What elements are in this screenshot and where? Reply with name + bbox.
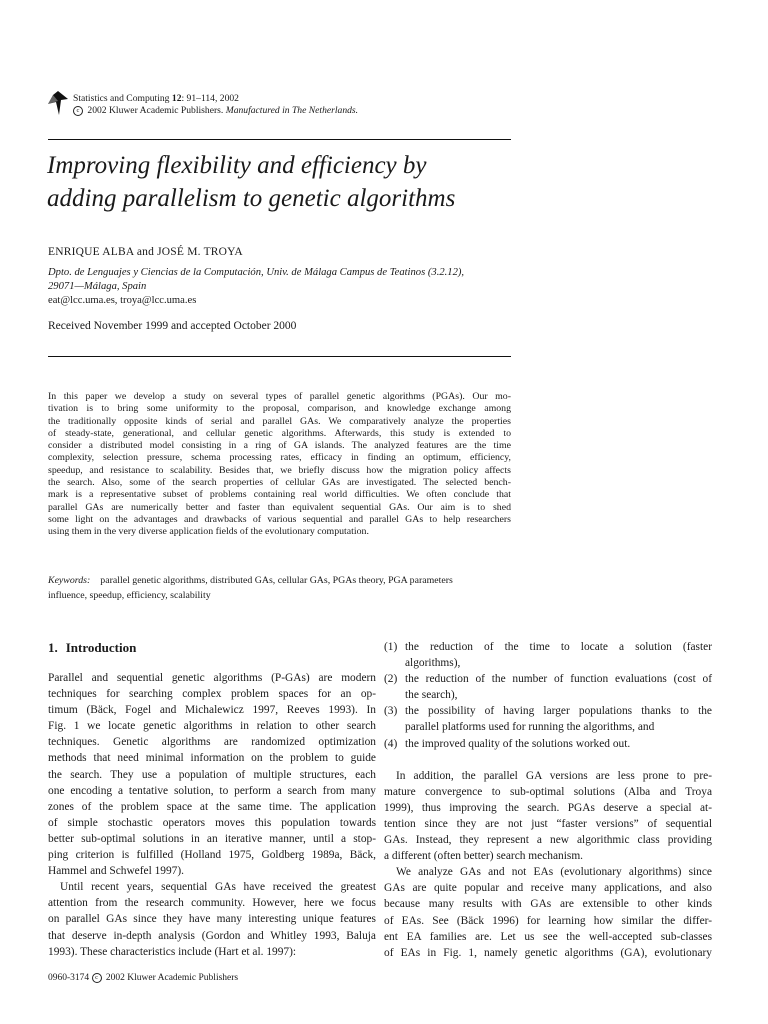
list-item (384, 671, 712, 703)
list-line: the search), (405, 689, 458, 702)
list-marker: (3) (384, 705, 398, 718)
body-line: one encoding a tentative solution, to perform a search from many (48, 784, 376, 797)
journal-pages-year: : 91–114, 2002 (181, 93, 239, 104)
author-emails: eat@lcc.uma.es, troya@lcc.uma.es (48, 295, 197, 306)
copyright-icon: c (92, 973, 102, 983)
received-dates: Received November 1999 and accepted October 2000 (48, 320, 297, 332)
abstract-line: some light on the advantages and drawbacks of various sequential and parallel GAs to help researchers (48, 513, 511, 525)
body-line: Parallel and sequential genetic algorithms (P-GAs) are modern (48, 672, 376, 684)
keywords-text: influence, speedup, efficiency, scalability (48, 589, 211, 601)
copyright-icon: c (73, 106, 83, 116)
list-item (384, 703, 712, 735)
list-line: the reduction of the number of function evaluations (cost of (405, 673, 712, 686)
body-line: because many results with GAs are extensible to other kinds (384, 898, 712, 911)
keywords-label: Keywords: (48, 575, 91, 586)
journal-volume: 12 (171, 93, 182, 104)
list-line: the possibility of having larger populations thanks to the (405, 705, 712, 718)
body-line: of simple stochastic operators moves this population towards (48, 816, 376, 829)
paper-title (47, 149, 527, 215)
body-line: ping criterion is fulfilled (Holland 1975, Goldberg 1989a, Bäck, (48, 849, 376, 862)
body-line: ent EA families are. Let us see the well-accepted sub-classes (384, 930, 712, 943)
body-line: 1993). These characteristics include (Hart et al. 1997): (48, 945, 297, 958)
body-line: techniques. Genetic algorithms are randomized optimization (48, 736, 376, 749)
affiliation-line: 29071—Málaga, Spain (48, 281, 147, 292)
body-line: mature convergence to sub-optimal solutions (Alba and Troya (384, 785, 712, 798)
body-line: of EAs in Fig. 1, namely genetic algorithms (GA), evolutionary (384, 946, 712, 959)
list-marker: (1) (384, 641, 398, 653)
list-line: algorithms), (405, 657, 461, 670)
title-line: adding parallelism to genetic algorithms (47, 185, 456, 212)
body-line: on parallel GAs since they have many interesting unique features (48, 913, 376, 926)
list-marker: (4) (384, 737, 398, 750)
list-line: the reduction of the time to locate a solution (faster (405, 641, 712, 653)
journal-citation (73, 93, 239, 105)
footer-publisher: 2002 Kluwer Academic Publishers (105, 973, 239, 983)
body-line: In addition, the parallel GA versions are less prone to pre- (396, 769, 712, 782)
abstract-line: tivation is to bring some uniformity to the proposal, comparison, and knowledge exchange among (48, 403, 511, 415)
publisher-text: 2002 Kluwer Academic Publishers. (87, 105, 224, 116)
body-line: a different (often better) search mechanism. (384, 850, 584, 863)
paragraph-gap (384, 752, 712, 768)
abstract-line: of steady-state, generational, and cellular genetic algorithms. Afterwards, this study is extended to (48, 427, 511, 439)
list-item (384, 736, 712, 752)
section-heading (48, 640, 136, 656)
list-line: the improved quality of the solutions worked out. (405, 737, 631, 750)
abstract-line: In this paper we develop a study on several types of parallel genetic algorithms (PGAs). Our mo- (48, 391, 511, 402)
abstract-line: speedup, and resistance to scalability. Besides that, we briefly discuss how the migration policy affects (48, 464, 511, 476)
abstract-line: parallel GAs are numerically better and faster than equivalent sequential GAs. Our aim is to shed (48, 501, 511, 513)
body-line: Fig. 1 we locate genetic algorithms in relation to other search (48, 720, 376, 733)
abstract-line: consider a distributed model consisting in a ring of GA islands. The analyzed features are the time (48, 440, 511, 452)
abstract-line: the traditionally opposite kinds of serial and parallel GAs. We comparatively analyze the properties (48, 415, 511, 427)
list-line: parallel platforms used for running the algorithms, and (405, 721, 655, 734)
publisher-line (73, 105, 358, 117)
issn: 0960-3174 (48, 973, 90, 983)
body-line: GAs. Instead, they represent a new algorithmic class providing (384, 834, 712, 847)
abstract-line: the search. Also, some of the search properties of cellular GAs are investigated. The selected bench- (48, 477, 511, 489)
body-line: better sub-optimal solutions in an iterative manner, until a stop- (48, 832, 376, 845)
keywords (48, 574, 518, 603)
abstract-line: mark is a representative subset of problems containing real world difficulties. We often conclude that (48, 489, 511, 501)
body-line: that deserve in-depth analysis (Gordon and Whitley 1993, Baluja (48, 929, 376, 942)
right-column (384, 639, 712, 961)
bottom-rule (48, 356, 511, 357)
body-line: of EAs. See (Bäck 1996) for learning how similar the differ- (384, 914, 712, 927)
body-line: the search. They use a population of multiple structures, each (48, 768, 376, 781)
affiliation (48, 266, 518, 294)
body-line: tention since they are not just “faster versions” of sequential (384, 817, 712, 830)
body-line: zones of the problem space at the same time. The application (48, 800, 376, 813)
title-line: Improving flexibility and efficiency by (47, 152, 427, 179)
body-line: 1999), thus improving the search. PGAs deserve a special at- (384, 801, 712, 814)
publisher-logo-icon (47, 90, 69, 116)
body-line: GAs are quite popular and receive many applications, and also (384, 882, 712, 895)
page-footer (48, 973, 238, 983)
authors: ENRIQUE ALBA and JOSÉ M. TROYA (48, 246, 243, 258)
list-marker: (2) (384, 673, 398, 686)
top-rule (48, 139, 511, 140)
journal-name: Statistics and Computing (73, 93, 170, 104)
section-title: Introduction (65, 640, 137, 655)
section-number: 1. (48, 640, 58, 655)
body-line: methods that need minimal information on the problem to guide (48, 752, 376, 765)
body-line: Until recent years, sequential GAs have received the greatest (60, 881, 376, 894)
body-line: attention from the research community. However, here we focus (48, 897, 376, 910)
body-line: We analyze GAs and not EAs (evolutionary algorithms) since (396, 866, 712, 879)
left-column (48, 670, 376, 960)
abstract-line: complexity, selection pressure, schema processing rates, efficacy in finding an optimum, efficiency, (48, 452, 511, 464)
abstract (48, 391, 511, 539)
abstract-line: using them in the very diverse application fields of the evolutionary computation. (48, 526, 369, 538)
affiliation-line: Dpto. de Lenguajes y Ciencias de la Computación, Univ. de Málaga Campus de Teatinos (3.2.12), (48, 267, 465, 278)
list-item (384, 639, 712, 671)
body-line: techniques for searching complex problem spaces for an op- (48, 688, 376, 701)
body-line: Hammel and Schwefel 1997). (48, 865, 185, 878)
keywords-text: parallel genetic algorithms, distributed GAs, cellular GAs, PGAs theory, PGA parameters (100, 575, 453, 586)
body-line: timum (Bäck, Fogel and Michalewicz 1997, Reeves 1993). In (48, 704, 376, 717)
manufactured-text: Manufactured in The Netherlands. (225, 105, 359, 116)
